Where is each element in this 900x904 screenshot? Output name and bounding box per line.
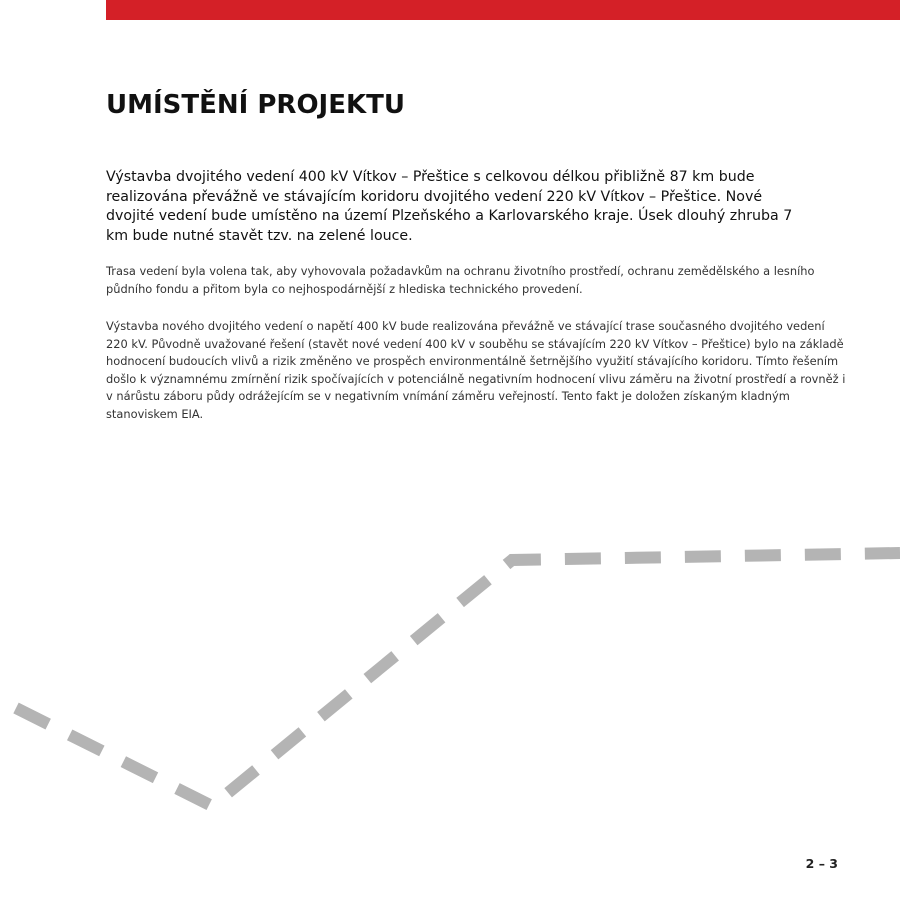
power-line-route-graphic — [0, 520, 900, 820]
page-number: 2 – 3 — [805, 856, 838, 871]
body-paragraph-1: Trasa vedení byla volena tak, aby vyhovovala požadavkům na ochranu životního prostředí, ochranu zemědělského a lesního půdního fondu a přitom byla co nejhospodárnější z hlediska technického provedení. — [106, 264, 815, 296]
lead-paragraph: Výstavba dvojitého vedení 400 kV Vítkov – Přeštice s celkovou délkou přibližně 87 km bude realizována převážně ve stávajícím koridoru dvojitého vedení 220 kV Vítkov – Přeštice. Nové dvojité vedení bude umístěno na území Plzeňského a Karlovarského kraje. Úsek dlouhý zhruba 7 km bude nutné stavět tzv. na zelené louce. — [106, 169, 793, 245]
top-accent-bar — [106, 0, 900, 20]
page-title: UMÍSTĚNÍ PROJEKTU — [106, 90, 405, 120]
body-paragraph-2: Výstavba nového dvojitého vedení o napětí 400 kV bude realizována převážně ve stávající trase současného dvojitého vedení 220 kV. Původně uvažované řešení (stavět nové vedení 400 kV v souběhu se stávajícím 220 kV Vítkov – Přeštice) bylo na základě hodnocení budoucích vlivů a rizik změněno ve prospěch environmentálně šetrnějšího využití stávajícího koridoru. Tímto řešením došlo k významnému zmírnění rizik spočívajících v potenciálně negativním hodnocení vlivu záměru na životní prostředí a rovněž i v nárůstu záboru půdy odrážejícím se v negativním vnímání záměru veřejností. Tento fakt je doložen získaným kladným stanoviskem EIA. — [106, 319, 846, 421]
route-dashed-line — [16, 553, 900, 806]
